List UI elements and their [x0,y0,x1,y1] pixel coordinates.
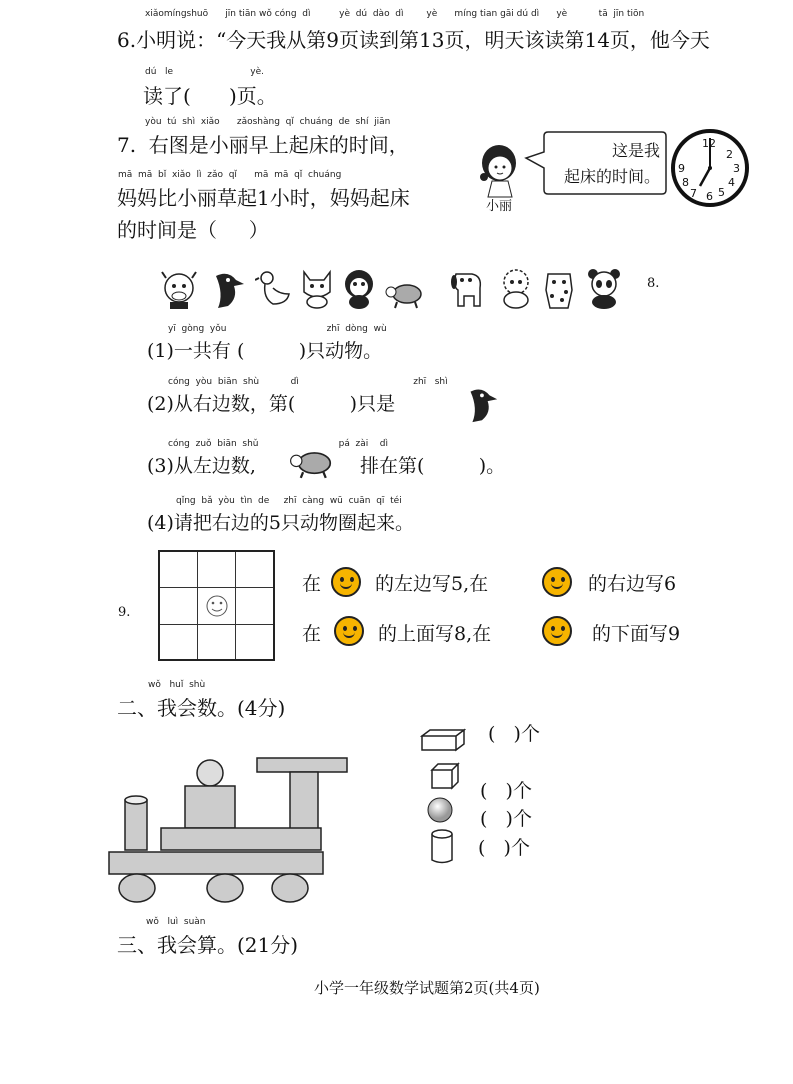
grid-cell[interactable] [160,552,198,588]
q9-r2c: 的下面写9 [592,623,681,645]
turtle-icon [283,445,339,479]
q8-p3a: (3)从左边数, [147,455,256,477]
count-row-cube[interactable]: ( )个 [480,780,532,802]
grid-cell[interactable] [236,588,273,625]
q6-line-1: 6.小明说：“今天我从第9页读到第13页，明天该读第14页，他今天 [117,28,710,52]
clock-8: 8 [682,176,689,189]
clock-5: 5 [718,186,725,199]
monkey-icon [340,268,378,310]
q8-p3-pinyin: cóng zuǒ biān shǔ pá zài dì [168,439,388,449]
q8-p2-pinyin: cóng yòu biān shù dì zhī shì [168,377,448,387]
girl-label: 小丽 [486,199,513,214]
panda-icon [585,268,623,310]
q7-pinyin-1: yòu tú shì xiǎo zǎoshàng qǐ chuáng de shí jiān [145,117,391,127]
q9-r1a: 在 [302,573,322,595]
leopard-icon [540,268,578,310]
q9-r2b: 的上面写8,在 [378,623,492,645]
grid-cell[interactable] [198,625,236,659]
grid-cell[interactable] [198,552,236,588]
dog-icon [448,268,486,310]
q8-p1: (1)一共有 ( )只动物。 [147,340,383,362]
q8-number: 8. [647,276,660,291]
q7-line-3: 的时间是（ ） [117,218,269,242]
bubble-text: 这是我 起床的时间。 [563,141,660,186]
q8-p4: (4)请把右边的5只动物圈起来。 [147,512,415,534]
page-footer: 小学一年级数学试题第2页(共4页) [314,979,540,997]
q9-r2a: 在 [302,623,322,645]
q6-line-2: 读了( )页。 [143,84,277,108]
q7-line-2: 妈妈比小丽草起1小时，妈妈起床 [117,186,410,210]
grid-cell[interactable] [160,625,198,659]
cylinder-icon [430,828,454,866]
count-row-cuboid[interactable]: ( )个 [488,723,540,745]
duck-icon [255,268,293,310]
clock-6: 6 [706,190,713,203]
s2-title: 二、我会数。(4分) [117,696,286,720]
cube-icon [430,762,460,790]
count-row-cylinder[interactable]: ( )个 [478,837,530,859]
smiley-face-icon [331,567,361,597]
clock-4: 4 [728,176,735,189]
smiley-face-icon [334,616,364,646]
turtle-icon [385,268,423,310]
grid-cell-center [198,588,236,625]
q9-number: 9. [118,605,131,620]
q8-p1-pinyin: yī gòng yǒu zhī dòng wù [168,324,387,334]
sheep-icon [497,268,535,310]
grid-cell[interactable] [160,588,198,625]
grid-cell[interactable] [236,552,273,588]
clock-12: 12 [702,137,716,150]
clock-7: 7 [690,187,697,200]
grid-cell[interactable] [236,625,273,659]
s3-pinyin: wǒ luì suàn [146,917,206,927]
cat-icon [298,268,336,310]
q8-p3b: 排在第( )。 [360,455,506,477]
count-row-sphere[interactable]: ( )个 [480,808,532,830]
cow-icon [160,268,198,310]
q8-p2: (2)从右边数，第( )只是 [147,393,396,415]
q7-pinyin-2: mā mā bǐ xiǎo lì zǎo qǐ mā mā qǐ chuáng [118,170,342,180]
sphere-icon [426,796,454,824]
q8-p4-pinyin: qǐng bǎ yòu tìn de zhī càng wū cuān qī téi [176,496,402,506]
smiley-icon [198,588,236,625]
q9-r1b: 的左边写5,在 [375,573,489,595]
penguin-icon [208,268,246,310]
s2-pinyin: wǒ huǐ shù [148,680,206,690]
clock-3: 3 [733,162,740,175]
cuboid-icon [420,728,466,752]
clock-2: 2 [726,148,733,161]
grid-3x3 [158,550,275,661]
penguin-icon [458,384,504,424]
smiley-face-icon [542,567,572,597]
s3-title: 三、我会算。(21分) [117,933,299,957]
q9-r1c: 的右边写6 [588,573,677,595]
clock-9: 9 [678,162,685,175]
block-vehicle-icon [105,740,355,906]
smiley-face-icon [542,616,572,646]
q7-line-1: 7. 右图是小丽早上起床的时间， [117,133,409,157]
q6-pinyin-2: dú le yè. [145,67,265,77]
q6-pinyin-1: xiǎomíngshuō jīn tiān wǒ cóng dì yè dú dào dì yè míng tian gāi dú dì yè tā jīn tiōn [145,9,645,19]
